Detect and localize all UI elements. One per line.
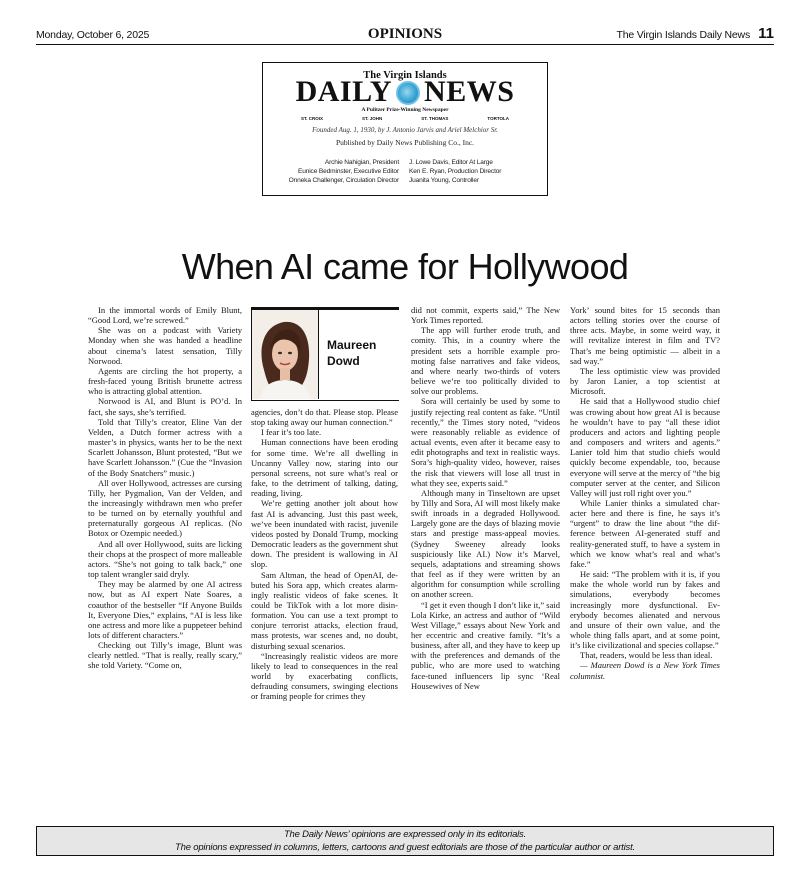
masthead-kicker: The Virgin Islands bbox=[363, 70, 447, 81]
globe-icon bbox=[396, 81, 420, 105]
article-column-1 bbox=[88, 305, 242, 671]
paragraph: Although many in Tinseltown are upset by Tilly and Sora, AI will most likely make swift inroads in a degraded Hollywood. Largely gone are the days of blazing movie stars and prestige mass-appeal movies. (Sydney Sweeney already looks suspiciously like AI.) Now it’s Marvel, sequels, adaptations and streaming shows that feel as if they were written by an algorithm for consumption while scrolling on another screen. bbox=[411, 487, 560, 600]
paragraph: Told that Tilly’s creator, Eline Van der Velden, a Dutch former actress with a master’s in physics, wants her to be the next Scarlett Johansson, Blunt protested, “But we have Scarlett Johansson.” (Cue the “Invasion of the Body Snatchers” music.) bbox=[88, 416, 242, 478]
staff-list-right bbox=[409, 158, 501, 185]
author-portrait-icon bbox=[252, 310, 318, 399]
paragraph: York’ sound bites for 15 seconds than actors telling stories over the course of three acts. Maybe, in some weird way, it will revitalize interest in film and TV? That’s me being optimistic — albeit in a sad way.” bbox=[570, 305, 720, 366]
paragraph: All over Hollywood, actresses are cursing Tilly, her Pygmalion, Van der Velden, and the increasingly withdrawn men who prefer to be turned on by eternally youthful and preternaturally gorgeous AI replicas. (No Botox or Ozempic needed.) bbox=[88, 477, 242, 539]
page-number: 11 bbox=[758, 25, 774, 42]
paragraph: agencies, don’t do that. Please stop. Please stop taking away our human connection.” bbox=[251, 407, 398, 428]
masthead-islands bbox=[301, 116, 509, 121]
masthead-tagline: A Pulitzer Prize-Winning Newspaper bbox=[361, 107, 449, 113]
article-column-2 bbox=[251, 407, 398, 702]
author-first-name: Maureen bbox=[327, 338, 377, 352]
author-photo bbox=[252, 310, 319, 399]
staff-list-left bbox=[289, 158, 399, 185]
paragraph: They may be alarmed by one AI actress now, but as AI expert Nate Soares, a coauthor of the bestseller “If Anyone Builds It, Everyone Dies,” explains, “AI is less like one actress and more like a puppeteer behind lots of different characters.” bbox=[88, 579, 242, 640]
staff-entry: Onneka Challenger, Circulation Director bbox=[288, 177, 399, 184]
staff-entry: Archie Nahigian, President bbox=[324, 159, 399, 166]
island-label: ST. THOMAS bbox=[421, 116, 449, 121]
island-label: ST. CROIX bbox=[301, 116, 324, 121]
disclaimer-line-2: The opinions expressed in columns, letters, cartoons and guest editorials are those of the particular author or artist. bbox=[175, 842, 635, 853]
paragraph: Human connections have been eroding for some time. We’re all dwelling in Uncanny Valley now, staring into our personal screens, not sure what’s real or fake, to the detriment of talking, dating, reading, living. bbox=[251, 437, 398, 499]
article-column-4 bbox=[570, 305, 720, 681]
staff-entry: J. Lowe Davis, Editor At Large bbox=[409, 159, 493, 166]
paragraph: Agents are circling the hot property, a fresh-faced young British brunette actress who is attracting global attention. bbox=[88, 365, 242, 397]
paragraph: That, readers, would be less than ideal. bbox=[580, 650, 713, 661]
island-label: TORTOLA bbox=[487, 116, 509, 121]
paragraph: We’re getting another jolt about how fast AI is advancing. Just this past week, we’ve been inundated with racist, juvenile videos posted by Donald Trump, mocking Democratic leaders as the government shut down. The president is wallowing in AI slop. bbox=[251, 498, 398, 570]
island-label: ST. JOHN bbox=[361, 116, 383, 121]
masthead-logo bbox=[285, 77, 525, 107]
paragraph: Sam Altman, the head of OpenAI, debuted his Sora app, which creates alarmingly realistic videos of fake scenes. It could be TikTok with a lot more disinformation. You can use a text prompt to conjure terrorist attacks, election fraud, mass protests, war scenes and, no doubt, disturbing sexual scenarios. bbox=[251, 569, 398, 651]
paragraph: He said that a Hollywood studio chief was crowing about how great AI is because he wouldn’t have to pay “all these idiot producers and actors and lighting people and composers and writers and agents.” Lanier told him that studio chiefs would quickly become expendable, too, because everyone will serve at the mercy of “the big computer server at the center, and Silicon Valley will just roll right over you.” bbox=[570, 396, 720, 498]
article-headline: When AI came for Hollywood bbox=[181, 246, 629, 287]
logo-word-news: NEWS bbox=[424, 75, 515, 108]
masthead-publisher: Published by Daily News Publishing Co., Inc. bbox=[335, 138, 475, 147]
paragraph: Sora will certainly be used by some to justify rejecting real content as fake. “Until recently,” the Times story noted, “videos were reasonably reliable as evidence of actual events, even after it became easy to edit photographs and text in realistic ways. Sora’s high-quality video, however, raises the risk that viewers will lose all trust in what they see, experts said.” bbox=[411, 396, 560, 488]
logo-word-daily: DAILY bbox=[295, 75, 393, 108]
author-name bbox=[327, 337, 376, 369]
paragraph: Checking out Tilly’s image, Blunt was clearly nettled. “That is really, really scary,” she told Variety. “Come on, bbox=[88, 640, 242, 671]
staff-entry: Eunice Bedminster, Executive Editor bbox=[297, 168, 399, 175]
paragraph: And all over Hollywood, suits are licking their chops at the prospect of more malleable actors. “She’s not going to talk back,” one top talent wrangler said dryly. bbox=[88, 538, 242, 580]
disclaimer-line-1: The Daily News’ opinions are expressed only in its editorials. bbox=[283, 829, 527, 840]
author-last-name: Dowd bbox=[327, 354, 360, 368]
publication-date: Monday, October 6, 2025 bbox=[36, 29, 150, 41]
paragraph: The less optimistic view was provided by Jaron Lanier, a top scientist at Microsoft. bbox=[570, 365, 720, 397]
masthead bbox=[262, 62, 548, 196]
article-column-3 bbox=[411, 305, 560, 691]
author-signoff: — Maureen Dowd is a New York Times columnist. bbox=[570, 660, 720, 681]
paragraph: Norwood is AI, and Blunt is PO’d. In fact, she says, she’s terrified. bbox=[88, 396, 242, 417]
page-header bbox=[36, 24, 774, 45]
staff-entry: Juanita Young, Controller bbox=[409, 177, 479, 184]
paragraph: “Increasingly realistic videos are more likely to lead to consequences in the real world by exacerbating conflicts, defrauding consumers, swinging elections or framing people for crimes they bbox=[251, 650, 398, 702]
section-title: OPINIONS bbox=[367, 26, 443, 42]
paper-name: The Virgin Islands Daily News bbox=[616, 29, 750, 41]
paragraph: The app will further erode truth, and comity. This, in a country where the president sets a horrible example promoting false narratives and fake videos, and where nearly two-thirds of voters believe we’re too politically divided to solve our problems. bbox=[411, 325, 560, 397]
paragraph: “I get it even though I don’t like it,” said Lola Kirke, an actress and author of “Wild West Village,” essays about New York and her eccentric and creative family. “It’s a business, after all, and they have to keep up with the preferences and demands of the public, who are more used to watching face-tuned influencers lip sync ‘Real Housewives of New bbox=[411, 599, 560, 691]
author-box bbox=[251, 307, 399, 401]
paragraph: I fear it’s too late. bbox=[261, 427, 322, 438]
opinion-disclaimer bbox=[36, 826, 774, 856]
paragraph: did not commit, experts said,” The New York Times reported. bbox=[411, 305, 560, 326]
masthead-founded: Founded Aug. 1, 1930, by J. Antonio Jarvis and Ariel Melchior Sr. bbox=[312, 126, 498, 134]
paragraph: In the immortal words of Emily Blunt, “Good Lord, we’re screwed.” bbox=[88, 305, 242, 326]
paragraph: He said: “The problem with it is, if you make the whole world run by fakes and simulations, everybody becomes increasingly more dysfunctional. Everybody becomes alienated and nervous and unsure of their own value, and the whole thing falls apart, and at some point, it’s like civilizational and species collapse.” bbox=[570, 569, 720, 651]
paragraph: While Lanier thinks a simulated character here and there is fine, he says it’s “urgent” to draw the line about “the difference between AI-generated stuff and reality-generated stuff, to have a system in which we know what’s real and what’s fake.” bbox=[570, 497, 720, 569]
paragraph: She was on a podcast with Variety Monday when she was handed a headline about cinema’s latest sensation, Tilly Norwood. bbox=[88, 325, 242, 366]
staff-entry: Ken E. Ryan, Production Director bbox=[409, 168, 502, 175]
